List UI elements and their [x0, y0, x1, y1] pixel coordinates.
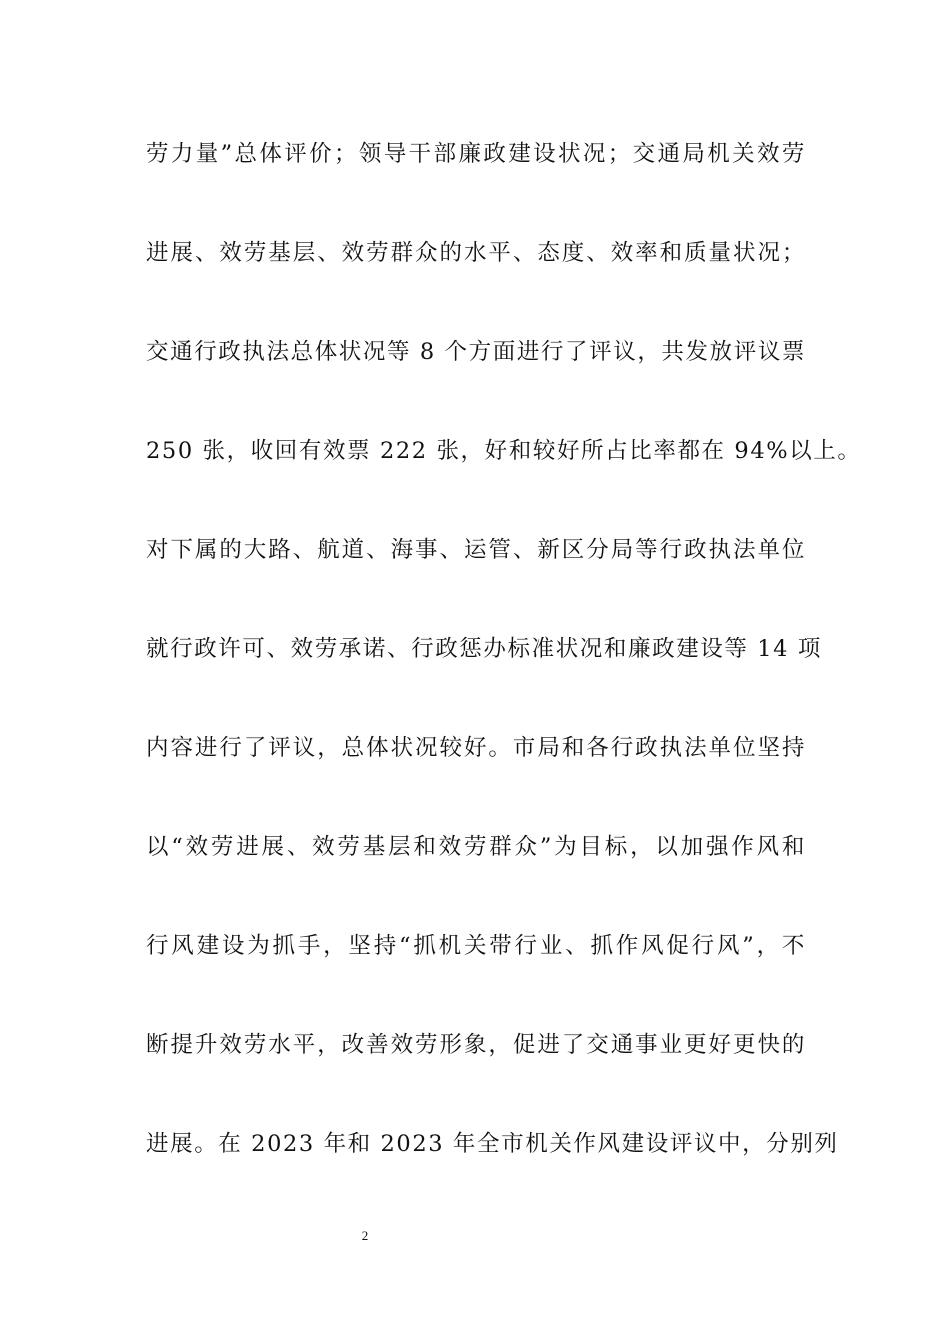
text-line-4: 250 张，收回有效票 222 张，好和较好所占比率都在 94%以上。 — [146, 438, 862, 464]
text-line-10: 断提升效劳水平，改善效劳形象，促进了交通事业更好更快的 — [146, 1032, 806, 1058]
text-line-1: 劳力量”总体评价；领导干部廉政建设状况；交通局机关效劳 — [146, 141, 806, 167]
text-line-2: 进展、效劳基层、效劳群众的水平、态度、效率和质量状况； — [146, 240, 806, 266]
text-line-3: 交通行政执法总体状况等 8 个方面进行了评议，共发放评议票 — [146, 339, 807, 365]
text-line-5: 对下属的大路、航道、海事、运管、新区分局等行政执法单位 — [146, 537, 806, 563]
text-line-9: 行风建设为抓手，坚持“抓机关带行业、抓作风促行风”，不 — [146, 933, 806, 959]
text-line-11: 进展。在 2023 年和 2023 年全市机关作风建设评议中，分别列 — [146, 1131, 839, 1157]
text-line-6: 就行政许可、效劳承诺、行政惩办标准状况和廉政建设等 14 项 — [146, 636, 822, 662]
page-number: 2 — [361, 1228, 369, 1243]
text-line-8: 以“效劳进展、效劳基层和效劳群众”为目标，以加强作风和 — [146, 834, 806, 860]
text-line-7: 内容进行了评议，总体状况较好。市局和各行政执法单位坚持 — [146, 735, 806, 761]
body-text — [146, 134, 862, 1223]
